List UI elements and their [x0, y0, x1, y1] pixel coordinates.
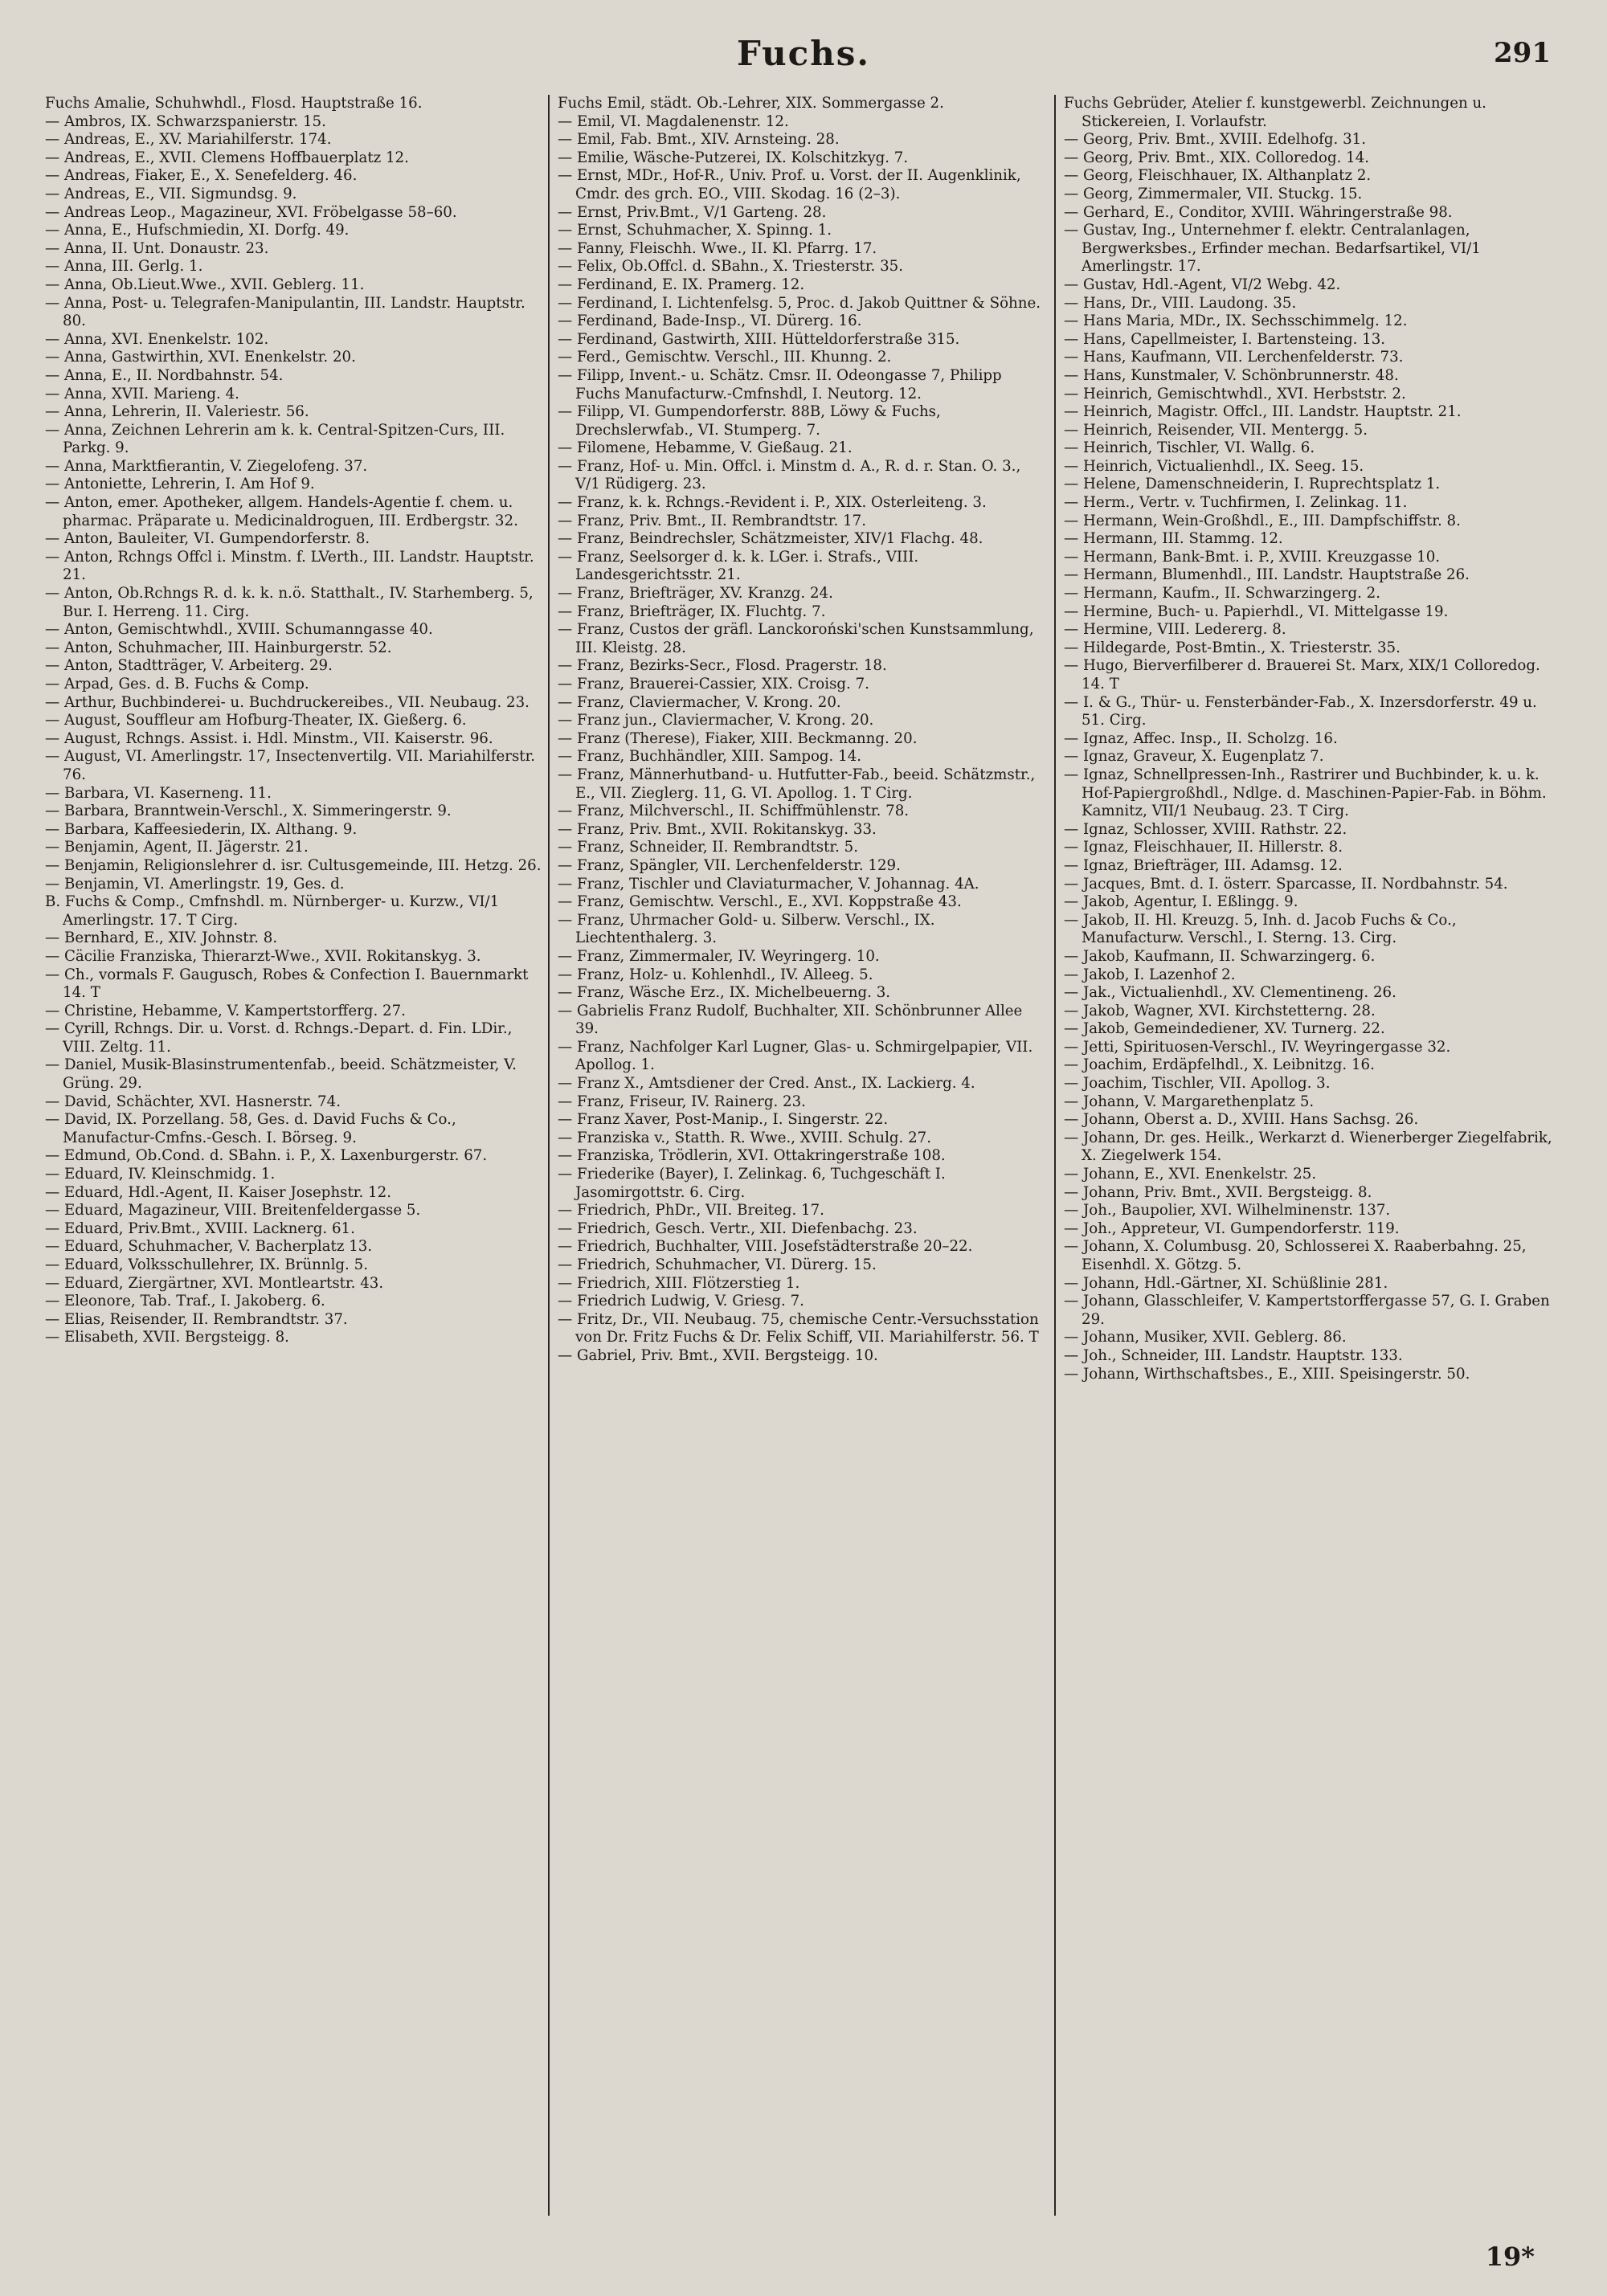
directory-entry: — Georg, Fleischhauer, IX. Althanplatz 2. — [1064, 167, 1372, 185]
directory-entry: — Franz (Therese), Fiaker, XIII. Beckmanng. 20. — [558, 729, 918, 747]
directory-entry: — Anna, Marktfierantin, V. Ziegelofeng. 37. — [45, 457, 368, 475]
directory-entry: — Franz, Milchverschl., II. Schiffmühlenstr. 78. — [558, 803, 910, 820]
directory-entry: — Anton, emer. Apotheker, allgem. Handels-Agentie f. chem. u. pharmac. Präparate u. Medicinaldroguen, III. Erdbergstr. 32. — [45, 494, 518, 529]
directory-entry: — Benjamin, Agent, II. Jägerstr. 21. — [45, 839, 309, 856]
directory-entry: — Emilie, Wäsche-Putzerei, IX. Kolschitzkyg. 7. — [558, 149, 909, 166]
directory-entry: — Johann, Hdl.-Gärtner, XI. Schüßlinie 281. — [1064, 1274, 1388, 1292]
directory-entry: — Friederike (Bayer), I. Zelinkag. 6, Tuchgeschäft I. Jasomirgottstr. 6. Cirg. — [558, 1166, 946, 1201]
directory-entry: — Franziska v., Statth. R. Wwe., XVIII. Schulg. 27. — [558, 1129, 932, 1146]
directory-entry: — Anna, III. Gerlg. 1. — [45, 258, 203, 276]
directory-entry: — Friedrich, Buchhalter, VIII. Josefstädterstraße 20–22. — [558, 1238, 973, 1256]
directory-entry: — Ambros, IX. Schwarzspanierstr. 15. — [45, 112, 326, 130]
directory-entry: — Anna, II. Unt. Donaustr. 23. — [45, 239, 269, 257]
signature-mark: 19* — [1485, 2241, 1535, 2272]
directory-entry: — Eduard, Magazineur, VIII. Breitenfeldergasse 5. — [45, 1202, 421, 1219]
directory-entry: — Barbara, Kaffeesiederin, IX. Althang. 9. — [45, 820, 358, 838]
directory-entry: — David, Schächter, XVI. Hasnerstr. 74. — [45, 1093, 341, 1110]
directory-entry: — Benjamin, VI. Amerlingstr. 19, Ges. d. — [45, 875, 345, 893]
directory-entry: — Anton, Stadtträger, V. Arbeiterg. 29. — [45, 657, 333, 675]
directory-entry: — Cäcilie Franziska, Thierarzt-Wwe., XVII. Rokitanskyg. 3. — [45, 947, 481, 965]
directory-entry: — Franz, Beindrechsler, Schätzmeister, XIV/1 Flachg. 48. — [558, 530, 983, 548]
directory-entry: — Joh., Baupolier, XVI. Wilhelminenstr. 137. — [1064, 1202, 1391, 1219]
directory-entry: — Johann, Wirthschaftsbes., E., XIII. Speisingerstr. 50. — [1064, 1365, 1470, 1383]
page-title: Fuchs. — [737, 34, 870, 73]
directory-entry: — Andreas, E., XV. Mariahilferstr. 174. — [45, 131, 332, 149]
directory-entry: — Ferdinand, E. IX. Pramerg. 12. — [558, 276, 805, 293]
directory-entry: — Jacques, Bmt. d. I. österr. Sparcasse, II. Nordbahnstr. 54. — [1064, 875, 1508, 893]
directory-entry: — Anna, E., Hufschmiedin, XI. Dorfg. 49. — [45, 222, 350, 239]
directory-entry: — Johann, X. Columbusg. 20, Schlosserei X. Raaberbahng. 25, Eisenhdl. X. Götzg. 5. — [1064, 1238, 1527, 1273]
directory-entry: — Elisabeth, XVII. Bergsteigg. 8. — [45, 1329, 289, 1346]
directory-entry: — Heinrich, Gemischtwhdl., XVI. Herbststr. 2. — [1064, 385, 1406, 402]
directory-entry: — Ignaz, Graveur, X. Eugenplatz 7. — [1064, 748, 1324, 766]
directory-entry: — Johann, Musiker, XVII. Geblerg. 86. — [1064, 1329, 1347, 1346]
directory-entry: — Benjamin, Religionslehrer d. isr. Cultusgemeinde, III. Hetzg. 26. — [45, 856, 542, 874]
directory-entry: — Jetti, Spirituosen-Verschl., IV. Weyringergasse 32. — [1064, 1038, 1451, 1056]
directory-entry: — David, IX. Porzellang. 58, Ges. d. David Fuchs & Co., Manufactur-Cmfns.-Gesch. I. Börseg. 9. — [45, 1111, 456, 1146]
directory-entry: — Andreas Leop., Magazineur, XVI. Fröbelgasse 58–60. — [45, 203, 457, 221]
directory-entry: — Fanny, Fleischh. Wwe., II. Kl. Pfarrg. 17. — [558, 239, 877, 257]
directory-entry: — Cyrill, Rchngs. Dir. u. Vorst. d. Rchngs.-Depart. d. Fin. LDir., VIII. Zeltg. 11. — [45, 1020, 513, 1056]
directory-entry: — Anna, Ob.Lieut.Wwe., XVII. Geblerg. 11. — [45, 276, 365, 293]
directory-entry: — Hermann, Wein-Großhdl., E., III. Dampfschiffstr. 8. — [1064, 512, 1461, 529]
directory-entry: — Ferdinand, I. Lichtenfelsg. 5, Proc. d. Jakob Quittner & Söhne. — [558, 294, 1041, 312]
directory-entry: — Arthur, Buchbinderei- u. Buchdruckereibes., VII. Neubaug. 23. — [45, 693, 530, 711]
directory-entry: — Gabrielis Franz Rudolf, Buchhalter, XII. Schönbrunner Allee 39. — [558, 1002, 1023, 1038]
directory-entry: — Filipp, Invent.- u. Schätz. Cmsr. II. Odeongasse 7, Philipp Fuchs Manufacturw.-Cmfnshdl, I. Neutorg. 12. — [558, 366, 1002, 402]
directory-entry: — Heinrich, Tischler, VI. Wallg. 6. — [1064, 439, 1315, 457]
directory-entry: — Andreas, E., XVII. Clemens Hoffbauerplatz 12. — [45, 149, 409, 166]
directory-entry: — Ignaz, Fleischhauer, II. Hillerstr. 8. — [1064, 839, 1343, 856]
directory-entry: — Daniel, Musik-Blasinstrumentenfab., beeid. Schätzmeister, V. Grüng. 29. — [45, 1056, 517, 1093]
directory-entry: — Johann, Oberst a. D., XVIII. Hans Sachsg. 26. — [1064, 1111, 1419, 1129]
directory-entry: — Hans, Dr., VIII. Laudong. 35. — [1064, 294, 1297, 312]
directory-entry: — Anton, Rchngs Offcl i. Minstm. f. LVerth., III. Landstr. Hauptstr. 21. — [45, 548, 534, 584]
directory-entry: — Hugo, Bierverfilberer d. Brauerei St. Marx, XIX/1 Colloredog. 14. T — [1064, 657, 1540, 692]
directory-entry: — Hermine, VIII. Ledererg. 8. — [1064, 621, 1286, 639]
directory-entry: — Franz, Seelsorger d. k. k. LGer. i. Strafs., VIII. Landesgerichtsstr. 21. — [558, 548, 919, 584]
directory-entry: — August, Rchngs. Assist. i. Hdl. Minstm., VII. Kaiserstr. 96. — [45, 729, 493, 747]
directory-entry: — Anna, Post- u. Telegrafen-Manipulantin, III. Landstr. Hauptstr. 80. — [45, 294, 525, 330]
directory-entry: — Eduard, Volksschullehrer, IX. Brünnlg. 5. — [45, 1256, 368, 1273]
directory-entry: — Ferdinand, Gastwirth, XIII. Hütteldorferstraße 315. — [558, 330, 960, 348]
directory-entry: — Franz, Custos der gräfl. Lanckoroński'schen Kunstsammlung, III. Kleistg. 28. — [558, 621, 1034, 656]
directory-entry: — Joh., Appreteur, VI. Gumpendorferstr. 119. — [1064, 1219, 1400, 1237]
directory-entry: — Hermann, Blumenhdl., III. Landstr. Hauptstraße 26. — [1064, 566, 1470, 584]
directory-entry: — Felix, Ob.Offcl. d. SBahn., X. Triesterstr. 35. — [558, 258, 904, 276]
directory-entry: — Filipp, VI. Gumpendorferstr. 88B, Löwy & Fuchs, Drechslerwfab., VI. Stumperg. 7. — [558, 403, 941, 439]
directory-entry: — Andreas, E., VII. Sigmundsg. 9. — [45, 185, 297, 202]
directory-entry: — Franz, Spängler, VII. Lerchenfelderstr. 129. — [558, 856, 901, 874]
directory-entry: — Hermann, III. Stammg. 12. — [1064, 530, 1283, 548]
directory-entry: — Anna, Gastwirthin, XVI. Enenkelstr. 20. — [45, 349, 356, 366]
directory-entry: — I. & G., Thür- u. Fensterbänder-Fab., X. Inzersdorferstr. 49 u. 51. Cirg. — [1064, 693, 1537, 729]
directory-entry: — Eduard, Priv.Bmt., XVIII. Lacknerg. 61. — [45, 1219, 355, 1237]
directory-entry: — Franz, Wäsche Erz., IX. Michelbeuerng. 3. — [558, 984, 891, 1002]
directory-entry: — Jakob, Gemeindediener, XV. Turnerg. 22. — [1064, 1020, 1385, 1038]
directory-entry: — Gustav, Ing., Unternehmer f. elektr. Centralanlagen, Bergwerksbes., Erfinder mechan. Bedarfsartikel, VI/1 Amerlingstr. 17. — [1064, 222, 1481, 276]
column-3 — [1054, 95, 1560, 2216]
directory-entry: — Franz, Tischler und Claviaturmacher, V. Johannag. 4A. — [558, 875, 979, 893]
directory-entry: — Christine, Hebamme, V. Kampertstorfferg. 27. — [45, 1002, 406, 1019]
directory-entry: — Andreas, Fiaker, E., X. Senefelderg. 46. — [45, 167, 358, 185]
directory-entry: — Emil, Fab. Bmt., XIV. Arnsteing. 28. — [558, 131, 840, 149]
directory-entry: — Johann, Dr. ges. Heilk., Werkarzt d. Wienerberger Ziegelfabrik, X. Ziegelwerk 154. — [1064, 1129, 1552, 1165]
directory-entry: — Filomene, Hebamme, V. Gießaug. 21. — [558, 439, 853, 457]
directory-entry: — Ignaz, Schnellpressen-Inh., Rastrirer und Buchbinder, k. u. k. Hof-Papiergroßhdl., Ndlge. d. Maschinen-Papier-Fab. in Böhm. Kamnitz, VII/1 Neubaug. 23. T Cirg. — [1064, 766, 1547, 820]
directory-entry: — Franziska, Trödlerin, XVI. Ottakringerstraße 108. — [558, 1147, 946, 1165]
directory-entry: — Franz, Uhrmacher Gold- u. Silberw. Verschl., IX. Liechtenthalerg. 3. — [558, 911, 935, 947]
running-head — [0, 34, 1607, 82]
directory-entry: — Georg, Priv. Bmt., XIX. Colloredog. 14. — [1064, 149, 1370, 166]
directory-entry: — Gustav, Hdl.-Agent, VI/2 Webg. 42. — [1064, 276, 1341, 293]
directory-entry: — Georg, Zimmermaler, VII. Stuckg. 15. — [1064, 185, 1363, 202]
directory-entry: — Barbara, VI. Kaserneng. 11. — [45, 784, 272, 802]
directory-entry: — Ferd., Gemischtw. Verschl., III. Khunng. 2. — [558, 349, 892, 366]
directory-entry: — Franz, Gemischtw. Verschl., E., XVI. Koppstraße 43. — [558, 893, 962, 911]
directory-entry: — Anna, Zeichnen Lehrerin am k. k. Central-Spitzen-Curs, III. Parkg. 9. — [45, 421, 505, 457]
directory-entry: — Anton, Ob.Rchngs R. d. k. k. n.ö. Statthalt., IV. Starhemberg. 5, Bur. I. Herreng. 11. Cirg. — [45, 585, 534, 620]
directory-entry: — Friedrich Ludwig, V. Griesg. 7. — [558, 1293, 804, 1310]
directory-entry: — Anton, Bauleiter, VI. Gumpendorferstr. 8. — [45, 530, 370, 548]
directory-entry: — Ignaz, Schlosser, XVIII. Rathstr. 22. — [1064, 820, 1347, 838]
directory-entry: — Franz, Nachfolger Karl Lugner, Glas- u. Schmirgelpapier, VII. Apollog. 1. — [558, 1038, 1033, 1074]
columns — [42, 95, 1560, 2216]
directory-entry: — Friedrich, Gesch. Vertr., XII. Diefenbachg. 23. — [558, 1219, 918, 1237]
directory-entry: — Johann, Glasschleifer, V. Kampertstorffergasse 57, G. I. Graben 29. — [1064, 1293, 1550, 1328]
directory-entry: — Heinrich, Reisender, VII. Mentergg. 5. — [1064, 421, 1368, 439]
directory-entry: — Ignaz, Affec. Insp., II. Scholzg. 16. — [1064, 729, 1338, 747]
directory-entry: — Elias, Reisender, II. Rembrandtstr. 37. — [45, 1310, 348, 1328]
directory-entry: — Jakob, II. Hl. Kreuzg. 5, Inh. d. Jacob Fuchs & Co., Manufacturw. Verschl., I. Sterng. 13. Cirg. — [1064, 911, 1457, 947]
directory-entry: — Franz, Buchhändler, XIII. Sampog. 14. — [558, 748, 862, 766]
directory-entry: — Johann, E., XVI. Enenkelstr. 25. — [1064, 1166, 1317, 1183]
directory-entry: — Anna, E., II. Nordbahnstr. 54. — [45, 366, 284, 384]
directory-entry: — Franz, Zimmermaler, IV. Weyringerg. 10. — [558, 947, 880, 965]
directory-entry: — Barbara, Branntwein-Verschl., X. Simmeringerstr. 9. — [45, 803, 452, 820]
directory-entry: — Franz X., Amtsdiener der Cred. Anst., IX. Lackierg. 4. — [558, 1075, 975, 1093]
directory-entry: — Fritz, Dr., VII. Neubaug. 75, chemische Centr.-Versuchsstation von Dr. Fritz Fuchs & Dr. Felix Schiff, VII. Mariahilferstr. 56. T — [558, 1310, 1039, 1346]
directory-entry: — Franz, Bezirks-Secr., Flosd. Pragerstr. 18. — [558, 657, 887, 675]
directory-entry: — Hermann, Kaufm., II. Schwarzingerg. 2. — [1064, 585, 1380, 603]
directory-entry: — Anton, Gemischtwhdl., XVIII. Schumanngasse 40. — [45, 621, 433, 639]
directory-entry: — Ch., vormals F. Gaugusch, Robes & Confection I. Bauernmarkt 14. T — [45, 966, 529, 1002]
directory-entry: — Bernhard, E., XIV. Johnstr. 8. — [45, 929, 278, 947]
directory-entry: — Hans, Kaufmann, VII. Lerchenfelderstr. 73. — [1064, 349, 1404, 366]
directory-entry: — Emil, VI. Magdalenenstr. 12. — [558, 112, 789, 130]
directory-entry: — Heinrich, Magistr. Offcl., III. Landstr. Hauptstr. 21. — [1064, 403, 1462, 421]
directory-entry: — Arpad, Ges. d. B. Fuchs & Comp. — [45, 676, 309, 692]
directory-entry: — Joachim, Erdäpfelhdl., X. Leibnitzg. 16. — [1064, 1056, 1375, 1074]
directory-entry: — Franz, Hof- u. Min. Offcl. i. Minstm d. A., R. d. r. Stan. O. 3., V/1 Rüdigerg. 23. — [558, 457, 1021, 493]
directory-entry: — Hermann, Bank-Bmt. i. P., XVIII. Kreuzgasse 10. — [1064, 548, 1441, 566]
directory-entry: — Franz jun., Claviermacher, V. Krong. 20. — [558, 712, 874, 729]
directory-entry: — Franz, Friseur, IV. Rainerg. 23. — [558, 1093, 806, 1110]
column-2 — [548, 95, 1054, 2216]
directory-entry: — Ernst, MDr., Hof-R., Univ. Prof. u. Vorst. der II. Augenklinik, Cmdr. des grch. EO., VIII. Skodag. 16 (2–3). — [558, 167, 1021, 202]
directory-entry: — Hans, Kunstmaler, V. Schönbrunnerstr. 48. — [1064, 366, 1399, 384]
directory-entry: Fuchs Gebrüder, Atelier f. kunstgewerbl. Zeichnungen u. Stickereien, I. Vorlaufstr. — [1064, 95, 1486, 130]
directory-entry: — Heinrich, Victualienhdl., IX. Seeg. 15. — [1064, 457, 1364, 475]
directory-entry: — Helene, Damenschneiderin, I. Ruprechtsplatz 1. — [1064, 476, 1441, 493]
directory-entry: — Anton, Schuhmacher, III. Hainburgerstr. 52. — [45, 639, 392, 656]
directory-entry: — Franz, Priv. Bmt., II. Rembrandtstr. 17. — [558, 512, 866, 529]
directory-entry: — Eduard, Ziergärtner, XVI. Montleartstr. 43. — [45, 1274, 384, 1292]
directory-entry: — Gerhard, E., Conditor, XVIII. Währingerstraße 98. — [1064, 203, 1453, 221]
directory-entry: — Friedrich, PhDr., VII. Breiteg. 17. — [558, 1202, 824, 1219]
directory-entry: — Franz Xaver, Post-Manip., I. Singerstr. 22. — [558, 1111, 889, 1129]
directory-entry: — Edmund, Ob.Cond. d. SBahn. i. P., X. Laxenburgerstr. 67. — [45, 1147, 488, 1165]
directory-entry: — Anna, XVI. Enenkelstr. 102. — [45, 330, 269, 348]
directory-entry: — Franz, Brauerei-Cassier, XIX. Croisg. 7. — [558, 676, 869, 692]
directory-entry: — Eduard, Schuhmacher, V. Bacherplatz 13. — [45, 1238, 373, 1256]
directory-entry: — Friedrich, XIII. Flötzerstieg 1. — [558, 1274, 800, 1292]
directory-entry: — Gabriel, Priv. Bmt., XVII. Bergsteigg. 10. — [558, 1346, 878, 1364]
page-number: 291 — [1494, 37, 1551, 69]
directory-entry: — Georg, Priv. Bmt., XVIII. Edelhofg. 31. — [1064, 131, 1367, 149]
directory-entry: — Franz, Briefträger, IX. Fluchtg. 7. — [558, 603, 826, 620]
directory-entry: — Anna, XVII. Marieng. 4. — [45, 385, 239, 402]
directory-entry: — Johann, Priv. Bmt., XVII. Bergsteigg. 8. — [1064, 1183, 1372, 1201]
directory-entry: — Franz, Holz- u. Kohlenhdl., IV. Alleeg. 5. — [558, 966, 873, 983]
directory-entry: — Jakob, I. Lazenhof 2. — [1064, 966, 1236, 983]
directory-entry: — Franz, k. k. Rchngs.-Revident i. P., XIX. Osterleiteng. 3. — [558, 494, 987, 512]
directory-entry: — Antoniette, Lehrerin, I. Am Hof 9. — [45, 476, 315, 493]
directory-entry: — Jakob, Kaufmann, II. Schwarzingerg. 6. — [1064, 947, 1376, 965]
directory-entry: — August, Souffleur am Hofburg-Theater, IX. Gießerg. 6. — [45, 712, 467, 729]
directory-entry: — Friedrich, Schuhmacher, VI. Dürerg. 15. — [558, 1256, 877, 1273]
directory-entry: — Anna, Lehrerin, II. Valeriestr. 56. — [45, 403, 309, 421]
directory-entry: — Jakob, Wagner, XVI. Kirchstetterng. 28. — [1064, 1002, 1376, 1019]
directory-entry: — Eduard, Hdl.-Agent, II. Kaiser Josephstr. 12. — [45, 1183, 391, 1201]
directory-entry: — Herm., Vertr. v. Tuchfirmen, I. Zelinkag. 11. — [1064, 494, 1408, 512]
directory-entry: — Ernst, Schuhmacher, X. Spinng. 1. — [558, 222, 832, 239]
directory-entry: — Joachim, Tischler, VII. Apollog. 3. — [1064, 1075, 1331, 1093]
directory-entry: — Eduard, IV. Kleinschmidg. 1. — [45, 1166, 276, 1183]
directory-entry: — Jakob, Agentur, I. Eßlingg. 9. — [1064, 893, 1298, 911]
directory-entry: — Franz, Schneider, II. Rembrandtstr. 5. — [558, 839, 859, 856]
directory-entry: — Franz, Männerhutband- u. Hutfutter-Fab., beeid. Schätzmstr., E., VII. Zieglerg. 11, G. VI. Apollog. 1. T Cirg. — [558, 766, 1036, 802]
directory-entry: — Hans, Capellmeister, I. Bartensteing. 13. — [1064, 330, 1386, 348]
directory-entry: — August, VI. Amerlingstr. 17, Insectenvertilg. VII. Mariahilferstr. 76. — [45, 748, 536, 783]
directory-entry: — Franz, Briefträger, XV. Kranzg. 24. — [558, 585, 833, 603]
directory-entry: — Johann, V. Margarethenplatz 5. — [1064, 1093, 1315, 1110]
directory-entry: — Ignaz, Briefträger, III. Adamsg. 12. — [1064, 856, 1343, 874]
directory-entry: — Ferdinand, Bade-Insp., VI. Dürerg. 16. — [558, 313, 862, 330]
directory-entry: B. Fuchs & Comp., Cmfnshdl. m. Nürnberger- u. Kurzw., VI/1 Amerlingstr. 17. T Cirg. — [45, 893, 500, 929]
directory-entry: — Joh., Schneider, III. Landstr. Hauptstr. 133. — [1064, 1346, 1403, 1364]
directory-entry: — Hildegarde, Post-Bmtin., X. Triesterstr. 35. — [1064, 639, 1401, 656]
directory-entry: — Hans Maria, MDr., IX. Sechsschimmelg. 12. — [1064, 313, 1408, 330]
directory-entry: — Ernst, Priv.Bmt., V/1 Garteng. 28. — [558, 203, 827, 221]
directory-entry: — Franz, Priv. Bmt., XVII. Rokitanskyg. 33. — [558, 820, 877, 838]
directory-entry: — Eleonore, Tab. Traf., I. Jakoberg. 6. — [45, 1293, 325, 1310]
directory-entry: — Jak., Victualienhdl., XV. Clementineng. 26. — [1064, 984, 1396, 1002]
directory-entry: — Franz, Claviermacher, V. Krong. 20. — [558, 693, 841, 711]
directory-entry: — Hermine, Buch- u. Papierhdl., VI. Mittelgasse 19. — [1064, 603, 1449, 620]
directory-entry: Fuchs Emil, städt. Ob.-Lehrer, XIX. Sommergasse 2. — [558, 95, 944, 112]
directory-entry: Fuchs Amalie, Schuhwhdl., Flosd. Hauptstraße 16. — [45, 95, 423, 112]
column-1 — [42, 95, 548, 2216]
